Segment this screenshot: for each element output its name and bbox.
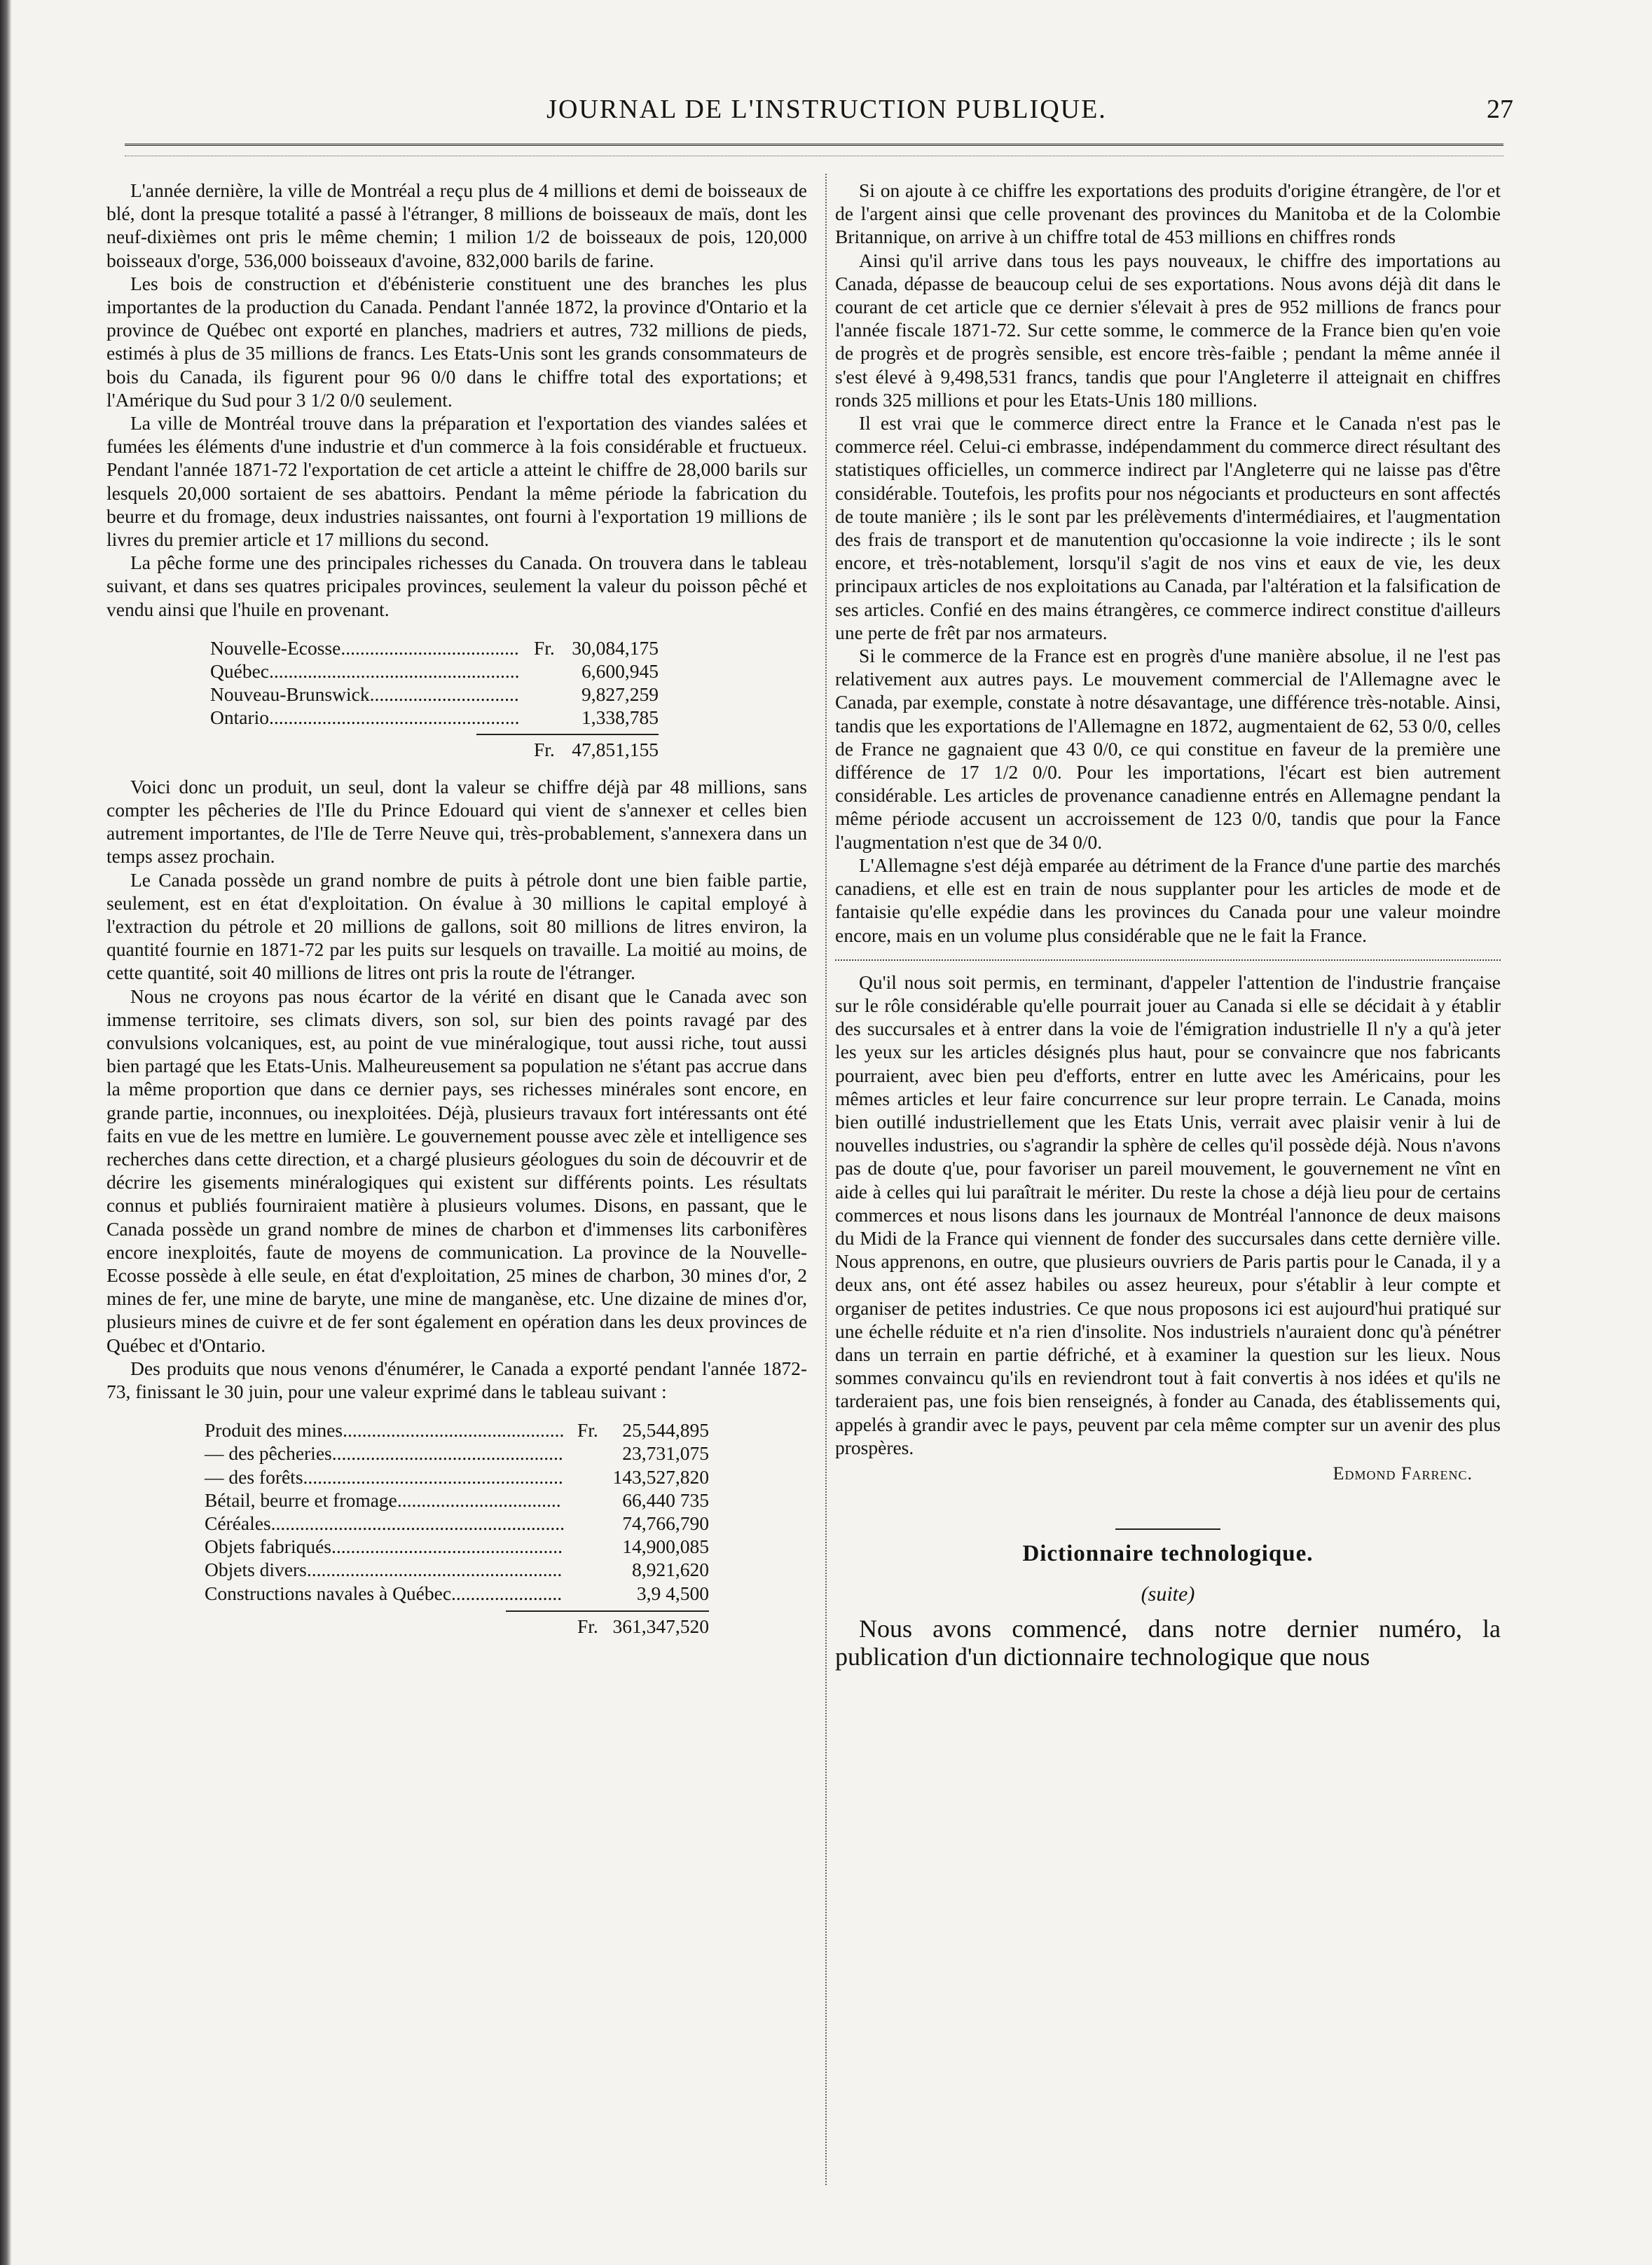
page-header bbox=[140, 91, 1513, 133]
table-total-row bbox=[210, 738, 659, 761]
section-rule bbox=[1115, 1528, 1220, 1530]
left-column bbox=[106, 179, 807, 1652]
row-label: Objets divers..................................................... bbox=[205, 1559, 563, 1581]
table-row bbox=[205, 1535, 709, 1558]
currency-label: Fr. bbox=[534, 738, 555, 760]
paragraph: Si on ajoute à ce chiffre les exportations des produits d'origine étrangère, de l'or et de l'argent ainsi que celle provenant des provinces du Manitoba et de la Colombie Britannique, on arrive à un chiffre total de 453 millions en chiffres ronds bbox=[835, 179, 1501, 248]
table-row bbox=[210, 683, 659, 706]
paragraph: Des produits que nous venons d'énumérer, le Canada a exporté pendant l'année 1872-73, finissant le 30 juin, pour une valeur exprimé dans le tableau suivant : bbox=[106, 1357, 807, 1403]
paragraph: Qu'il nous soit permis, en terminant, d'appeler l'attention de l'industrie française sur le rôle considérable qu'elle pourrait jouer au Canada si elle se décidait à y établir des succursales et à entrer dans la voie de l'émigration industrielle Il n'y a qu'à jeter les yeux sur les articles désignés plus haut, pour se convaincre que nos fabricants pourraient, avec bien peu d'efforts, entrer en lutte avec les Américains, pour les mêmes articles et leur faire concurrence sur leur propre terrain. Le Canada, moins bien outillé industriellement que les Etats Unis, verrait avec plaisir venir à lui de nouvelles industries, ou s'agrandir la sphère de celles qu'il possède déjà. Nous n'avons pas de doute q'ue, pour favoriser un pareil mouvement, le gouvernement ne vînt en aide à celles qui lui paraîtrait le mériter. Du reste la chose a déjà lieu pour de certains commerces et nous lisons dans les journaux de Montréal l'annonce de deux maisons du Midi de la France qui viennent de fonder des succursales dans cette dernière ville. Nous apprenons, en outre, que plusieurs ouvriers de Paris partis pour le Canada, il y a deux ans, ont été assez habiles ou assez heureux, pour s'établir à leur compte et organiser de petites industries. Ce que nous proposons ici est aujourd'hui pratiqué sur une échelle réduite et n'a rien d'insolite. Nos industriels n'auraient donc qu'à pénétrer dans un terrain en partie défriché, et à examiner la question sur les lieux. Nous sommes convaincu qu'ils en reviendront tout à fait convertis à nos idées et qu'ils ne tarderaient pas, une fois bien renseignés, à fonder au Canada, des établissements qui, appelés à grandir avec le pays, peuvent par cela même compter sur un avenir des plus prospères. bbox=[835, 971, 1501, 1458]
table-total-row bbox=[205, 1615, 709, 1638]
paragraph: L'année dernière, la ville de Montréal a reçu plus de 4 millions et demi de boisseaux de blé, dont la presque totalité a passé à l'étranger, 8 millions de boisseaux de maïs, dont les neuf-dixièmes ont pris le même chemin; 1 milion 1/2 de boisseaux de pois, 120,000 boisseaux d'orge, 536,000 boisseaux d'avoine, 832,000 barils de farine. bbox=[106, 179, 807, 271]
table-row bbox=[210, 659, 659, 683]
row-label: Objets fabriqués................................................ bbox=[205, 1535, 563, 1558]
row-value: 14,900,085 bbox=[622, 1535, 709, 1558]
section-title: Dictionnaire technologique. bbox=[1022, 1541, 1314, 1567]
row-label: Ontario.................................................... bbox=[210, 706, 520, 729]
row-label: Constructions navales à Québec....................... bbox=[205, 1582, 563, 1604]
table-row bbox=[205, 1442, 709, 1465]
export-value-table bbox=[205, 1418, 709, 1638]
paragraph: Le Canada possède un grand nombre de puits à pétrole dont une bien faible partie, seulement, est en état d'exploitation. On évalue à 30 millions le capital employé à l'extraction du pétrole et 20 millions de gallons, soit 80 millions de litres environ, la quantité fournie en 1871-72 par les puits sur lesquels on travaille. La moitié au moins, de cette quantité, soit 40 millions de litres ont pris la route de l'étranger. bbox=[106, 868, 807, 984]
paragraph: Nous ne croyons pas nous écartor de la vérité en disant que le Canada avec son immense territoire, ses climats divers, son sol, sur bien des points ravagé par des convulsions volcaniques, est, au point de vue minéralogique, tout aussi riche, tout aussi bien partagé que les Etats-Unis. Malheureusement sa population ne s'étant pas accrue dans la même proportion que dans ce dernier pays, ses richesses minérales sont encore, en grande partie, inconnues, ou inexploitées. Déjà, plusieurs travaux fort intéressants ont été faits en vue de les mettre en lumière. Le gouvernement pousse avec zèle et intelligence ses recherches dans cette direction, et a chargé plusieurs géologues du soin de découvrir et de décrire les gisements minéralogiques qui existent sur différents points. Les résultats connus et publiés fourniraient matière à plusieurs volumes. Disons, en passant, que le Canada possède un grand nombre de mines de charbon et d'immenses lits carbonifères encore inexploités, faute de moyens de communication. La province de la Nouvelle-Ecosse possède à elle seule, en état d'exploitation, 25 mines de charbon, 30 mines d'or, 2 mines de fer, une mine de baryte, une mine de manganèse, etc. Une dizaine de mines d'or, plusieurs mines de cuivre et de fer sont également en opération dans les deux provinces de Québec et d'Ontario. bbox=[106, 985, 807, 1356]
total-rule bbox=[506, 1610, 709, 1612]
row-label: Nouveau-Brunswick............................... bbox=[210, 683, 519, 706]
paragraph: La pêche forme une des principales richesses du Canada. On trouvera dans le tableau suivant, et dans ses quatres pricipales provinces, seulement la valeur du poisson pêché et vendu ainsi que l'huile en provenant. bbox=[106, 552, 807, 620]
row-label: Nouvelle-Ecosse..................................... bbox=[210, 636, 519, 659]
currency-label: Fr. bbox=[577, 1419, 598, 1442]
table-row bbox=[210, 636, 659, 659]
section-intro: Nous avons commencé, dans notre dernier numéro, la publication d'un dictionnaire technologique que nous bbox=[835, 1614, 1501, 1671]
row-value: 8,921,620 bbox=[632, 1559, 709, 1581]
author-signature: Edmond Farrenc. bbox=[1333, 1463, 1473, 1484]
paragraph: Les bois de construction et d'ébénisterie constituent une des branches les plus importantes de la production du Canada. Pendant l'année 1872, la province d'Ontario et la province de Québec ont exporté en planches, madriers et autres, 732 millions de pieds, estimés à plus de 35 millions de francs. Les Etats-Unis sont les grands consommateurs de bois du Canada, ils figurent pour 96 0/0 dans le chiffre total des exportations; et l'Amérique du Sud pour 3 1/2 0/0 seulement. bbox=[106, 272, 807, 411]
row-label: Céréales............................................................. bbox=[205, 1512, 565, 1535]
row-label: — des forêts...................................................... bbox=[205, 1465, 563, 1488]
row-value: 3,9 4,500 bbox=[636, 1582, 709, 1604]
row-value: 66,440 735 bbox=[622, 1489, 709, 1511]
header-rule bbox=[125, 144, 1503, 146]
row-value: 30,084,175 bbox=[572, 636, 659, 659]
row-label: Québec.................................................... bbox=[210, 660, 520, 683]
row-value: 74,766,790 bbox=[622, 1512, 709, 1535]
row-value: 6,600,945 bbox=[581, 660, 659, 683]
row-label: — des pêcheries................................................ bbox=[205, 1442, 563, 1465]
row-label: Produit des mines.............................................. bbox=[205, 1419, 565, 1442]
right-column bbox=[835, 179, 1501, 1671]
total-rule bbox=[476, 734, 659, 735]
dotted-separator bbox=[835, 959, 1501, 961]
table-row bbox=[205, 1418, 709, 1442]
table-row bbox=[205, 1582, 709, 1605]
section-subtitle: (suite) bbox=[1141, 1582, 1195, 1606]
table-row bbox=[205, 1489, 709, 1512]
paragraph: Il est vrai que le commerce direct entre la France et le Canada n'est pas le commerce réel. Celui-ci embrasse, indépendamment du commerce direct résultant des statistiques officielles, un commerce indirect par l'Angleterre qui ne laisse pas d'être considérable. Toutefois, les profits pour nos négociants et producteurs en sont affectés de toute manière ; ils le sont par les prélèvements d'intermédiaires, et l'augmentation des frais de transport et de manutention qu'occasionne la voie indirecte ; ils le sont encore, et très-notablement, lorsqu'il s'agit de nos vins et eaux de vie, les deux principaux articles de nos exploitations au Canada, par l'altération et la falsification de ses articles. Confié en des mains étrangères, ce commerce indirect constitue d'ailleurs une perte de frêt par nos armateurs. bbox=[835, 412, 1501, 643]
paragraph: La ville de Montréal trouve dans la préparation et l'exportation des viandes salées et fumées les éléments d'une industrie et d'un commerce à la fois considérable et fructueux. Pendant l'année 1871-72 l'exportation de cet article a atteint le chiffre de 28,000 barils sur lesquels 20,000 sortaient de ses abattoirs. Pendant la même période la fabrication du beurre et du fromage, deux industries naissantes, ont fourni à l'exportation 19 millions de livres du premier article et 17 millions du second. bbox=[106, 412, 807, 551]
row-label: Bétail, beurre et fromage.................................. bbox=[205, 1489, 561, 1511]
total-value: 47,851,155 bbox=[572, 738, 659, 760]
fish-value-table bbox=[210, 636, 659, 761]
table-row bbox=[210, 706, 659, 729]
row-value: 25,544,895 bbox=[622, 1419, 709, 1442]
paragraph: L'Allemagne s'est déjà emparée au détriment de la France d'une partie des marchés canadiens, et elle est en train de nous supplanter pour les articles de mode et de fantaisie qu'elle expédie dans les provinces du Canada pour une valeur moindre encore, mais en un volume plus considérable que ne le fait la France. bbox=[835, 854, 1501, 946]
table-row bbox=[205, 1512, 709, 1535]
row-value: 143,527,820 bbox=[612, 1465, 709, 1488]
row-value: 1,338,785 bbox=[581, 706, 659, 729]
paragraph: Ainsi qu'il arrive dans tous les pays nouveaux, le chiffre des importations au Canada, dépasse de beaucoup celui de ses exportations. Nous avons déjà dit dans le courant de cet article que ce dernier s'élevait à pres de 952 millions de francs pour l'année fiscale 1871-72. Sur cette somme, le commerce de la France bien qu'en voie de progrès et de progrès sensible, est encore très-faible ; pendant la même année il s'est élevé à 9,498,531 francs, tandis que pour l'Angleterre il atteignait en chiffres ronds 325 millions et pour les Etats-Unis 180 millions. bbox=[835, 249, 1501, 411]
column-divider bbox=[825, 174, 827, 2185]
paragraph: Voici donc un produit, un seul, dont la valeur se chiffre déjà par 48 millions, sans compter les pêcheries de l'Ile du Prince Edouard qui vient de s'annexer et celles bien autrement importantes, de l'Ile de Terre Neuve qui, très-probablement, s'annexera dans un temps assez prochain. bbox=[106, 775, 807, 868]
binding-edge bbox=[0, 0, 11, 2265]
row-value: 23,731,075 bbox=[622, 1442, 709, 1465]
journal-title: JOURNAL DE L'INSTRUCTION PUBLIQUE. bbox=[546, 95, 1107, 124]
paragraph: Si le commerce de la France est en progrès d'une manière absolue, il ne l'est pas relativement aux autres pays. Le mouvement commercial de l'Allemagne avec le Canada, par exemple, constate à notre désavantage, une différence très-notable. Ainsi, tandis que les exportations de l'Allemagne en 1872, augmentaient de 62, 53 0/0, celles de France ne gagnaient que 43 0/0, ce qui constitue en faveur de la première une différence de 17 1/2 0/0. Pour les importations, l'écart est bien autrement considérable. Les articles de provenance canadienne entrés en Allemagne pendant la même période accusent un accroissement de 123 0/0, tandis que pour la Fance l'augmentation n'est que de 34 0/0. bbox=[835, 645, 1501, 853]
currency-label: Fr. bbox=[577, 1615, 598, 1637]
page-number: 27 bbox=[1487, 95, 1513, 124]
table-row bbox=[205, 1558, 709, 1581]
row-value: 9,827,259 bbox=[581, 683, 659, 706]
table-row bbox=[205, 1465, 709, 1489]
currency-label: Fr. bbox=[534, 636, 555, 659]
total-value: 361,347,520 bbox=[612, 1615, 709, 1637]
